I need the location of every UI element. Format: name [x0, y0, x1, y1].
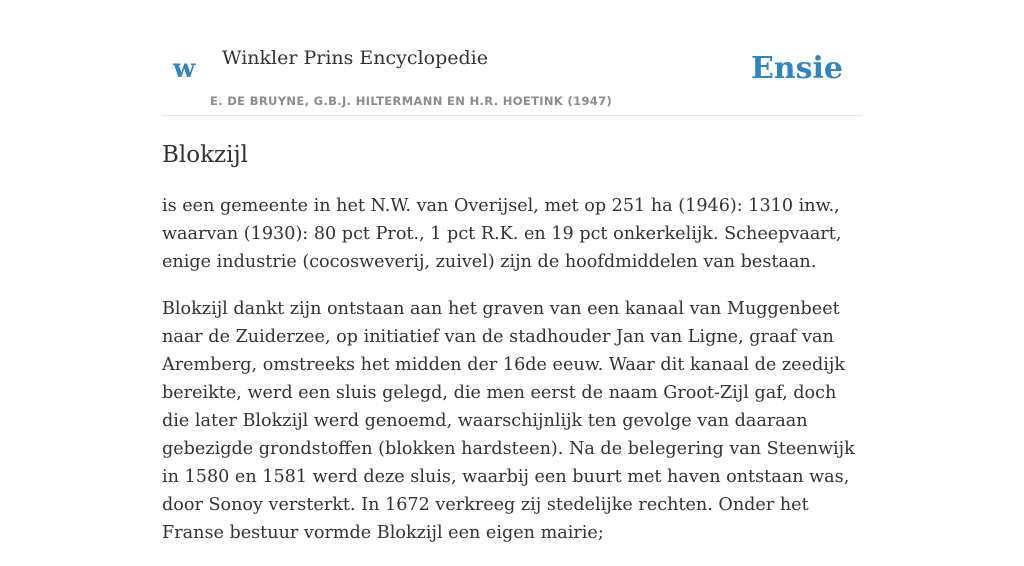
page: [162, 0, 862, 543]
entry-paragraph: Blokzijl dankt zijn ontstaan aan het graven van een kanaal van Muggenbeet naar de Zuiderzee, op initiatief van de stadhouder Jan van Ligne, graaf van Aremberg, omstreeks het midden der 16de eeuw. Waar dit kanaal de zeedijk bereikte, werd een sluis gelegd, die men eerst de naam Groot-Zijl gaf, doch die later Blokzijl werd genoemd, waarschijnlijk ten gevolge van daaraan gebezigde grondstoffen (blokken hardsteen). Na de belegering van Steenwijk in 1580 en 1581 werd deze sluis, waarbij een buurt met haven ontstaan was, door Sonoy versterkt. In 1672 verkreeg zij stedelijke rechten. Onder het Franse bestuur vormde Blokzijl een eigen mairie;: [162, 299, 855, 543]
publication-authors: E. DE BRUYNE, G.B.J. HILTERMANN EN H.R. HOETINK (1947): [210, 94, 613, 108]
publication-title[interactable]: Winkler Prins Encyclopedie: [222, 47, 488, 69]
ensie-logo[interactable]: Ensie: [750, 51, 843, 86]
entry-body: [162, 192, 862, 566]
entry-paragraph: is een gemeente in het N.W. van Overijsel, met op 251 ha (1946): 1310 inw., waarvan (1930): 80 pct Prot., 1 pct R.K. en 19 pct onkerkelijk. Scheepvaart, enige industrie (cocosweverij, zuivel) zijn de hoofdmiddelen van bestaan.: [162, 196, 842, 272]
publication-header: [162, 0, 862, 116]
winkler-prins-logo[interactable]: w: [173, 54, 196, 84]
entry-title: Blokzijl: [162, 142, 249, 168]
